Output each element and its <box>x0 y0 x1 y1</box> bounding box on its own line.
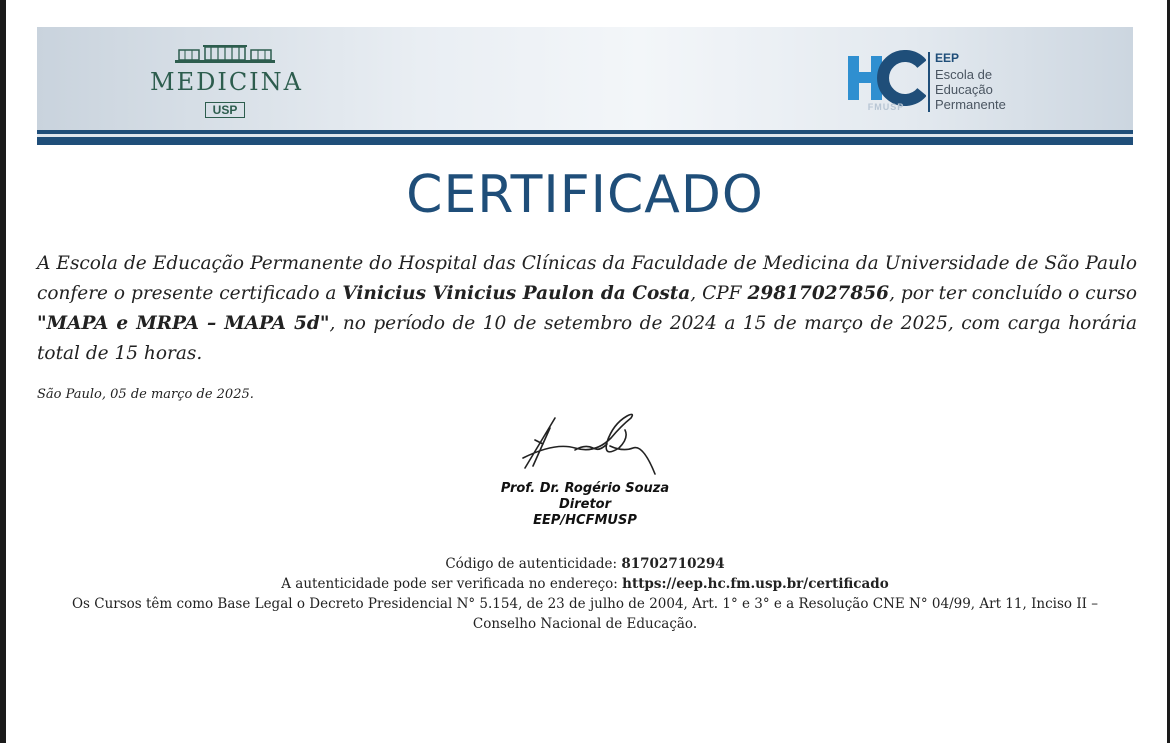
auth-code: 81702710294 <box>621 556 725 572</box>
course-name: "MAPA e MRPA – MAPA 5d" <box>37 313 330 334</box>
body-intro: A Escola de Educação Permanente do Hospital das Clínicas da Faculdade de Medicina da Universidade de São Paulo confere o presente certificado a <box>37 253 1137 304</box>
hc-eep-logo <box>846 50 1046 114</box>
certificate-footer <box>40 554 1130 634</box>
body-course-label: , por ter concluído o curso <box>889 283 1137 304</box>
certificate-body <box>37 249 1137 369</box>
medicina-building-icon <box>175 44 275 64</box>
medicina-usp-logo <box>150 44 303 124</box>
header-rule-bottom <box>37 137 1133 145</box>
recipient-name: Vinicius Vinicius Paulon da Costa <box>342 283 691 304</box>
signer-org: EEP/HCFMUSP <box>533 513 637 528</box>
hc-logo-divider <box>928 52 930 112</box>
eep-line-2: Educação <box>935 82 993 97</box>
eep-acronym: EEP <box>935 51 960 65</box>
signer-name: Prof. Dr. Rogério Souza <box>500 481 670 496</box>
legal-basis: Os Cursos têm como Base Legal o Decreto Presidencial N° 5.154, de 23 de julho de 2004, Art. 1° e 3° e a Resolução CNE N° 04/99, Art 11, Inciso II – Conselho Nacional de Educação. <box>71 596 1099 632</box>
body-period: , no período de 10 de setembro de 2024 a 15 de março de 2025, com carga horária total de 15 horas. <box>37 313 1137 364</box>
body-cpf-label: , CPF <box>690 283 748 304</box>
verify-url-link[interactable]: https://eep.hc.fm.usp.br/certificado <box>622 576 889 592</box>
hc-fmusp-label: FMUSP <box>867 102 905 112</box>
certificate-title: CERTIFICADO <box>406 165 764 225</box>
usp-wordmark: USP <box>205 102 245 118</box>
eep-line-1: Escola de <box>935 67 993 82</box>
eep-line-3: Permanente <box>935 97 1006 112</box>
verify-line <box>40 574 1130 594</box>
signer-role: Diretor <box>558 497 612 512</box>
scan-edge-left <box>0 0 6 743</box>
recipient-cpf: 29817027856 <box>747 283 890 304</box>
signature-icon <box>515 408 665 480</box>
place-and-date: São Paulo, 05 de março de 2025. <box>37 387 254 402</box>
signer-block <box>430 481 740 529</box>
auth-code-line <box>40 554 1130 574</box>
verify-label: A autenticidade pode ser verificada no endereço: <box>281 576 623 592</box>
medicina-wordmark: MEDICINA <box>150 68 303 96</box>
auth-code-label: Código de autenticidade: <box>445 556 622 572</box>
